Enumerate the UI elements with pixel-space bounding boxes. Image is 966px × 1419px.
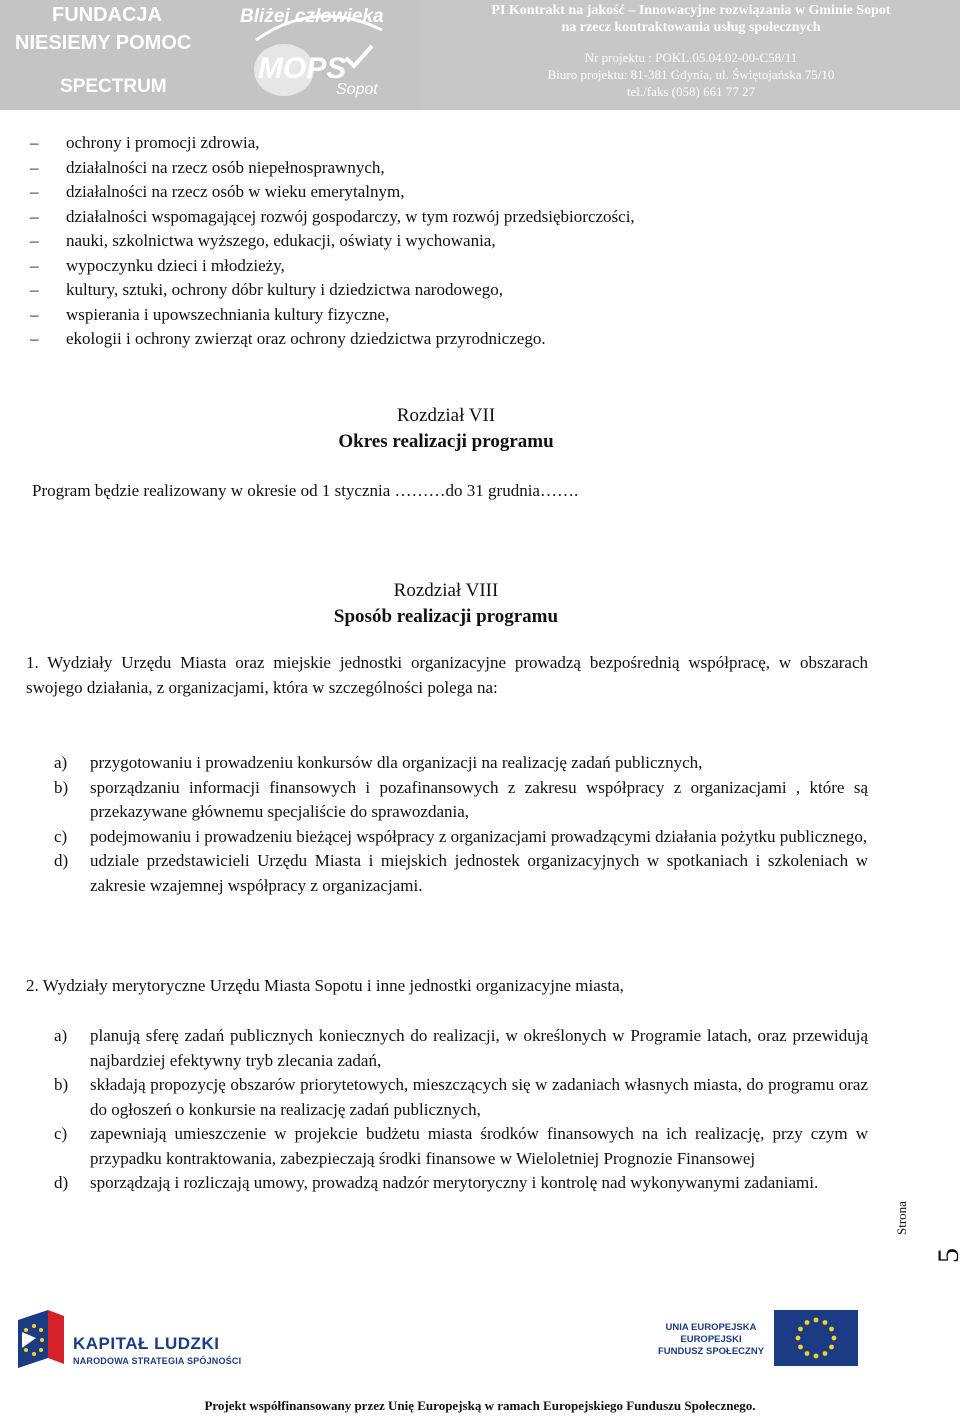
eu-line2: EUROPEJSKI — [680, 1334, 742, 1345]
list-item: d) sporządzają i rozliczają umowy, prowadzą nadzór merytoryczny i kontrolę nad wykonywanymi zadaniami. — [54, 1173, 819, 1192]
dash-marker: – — [30, 329, 39, 348]
cofinancing-note: Projekt współfinansowany przez Unię Europejską w ramach Europejskiego Funduszu Społecznego. — [204, 1398, 756, 1413]
eu-line1: UNIA EUROPEJSKA — [665, 1322, 757, 1333]
list-item: – nauki, szkolnictwa wyższego, edukacji, oświaty i wychowania, — [30, 229, 635, 254]
page-number — [894, 1195, 965, 1275]
list-item: – działalności wspomagającej rozwój gospodarczy, w tym rozwój przedsiębiorczości, — [30, 205, 635, 230]
org-name-line1: FUNDACJA — [52, 4, 162, 26]
kapital-ludzki-logo-icon — [12, 1308, 68, 1370]
list-item: b) sporządzaniu informacji finansowych i pozafinansowych z zakresu współpracy z organizacjami , które są przekazywane głównemu specjaliście do sprawozdania, — [54, 777, 868, 821]
eu-logo-text — [656, 1322, 766, 1358]
dash-marker: – — [30, 231, 39, 250]
mops-logo — [216, 0, 422, 110]
list-item: c) zapewniają umieszczenie w projekcie budżetu miasta środków finansowych na ich realizację, przy czym w przypadku kontraktowania, zabezpieczają środki finansowe w Wieloletniej Prognozie Finansowej — [54, 1124, 868, 1168]
list-item: – działalności na rzecz osób w wieku emerytalnym, — [30, 180, 635, 205]
list-item: – ochrony i promocji zdrowia, — [30, 131, 635, 156]
dash-marker: – — [30, 206, 39, 226]
chapter-title: Okres realizacji programu — [338, 431, 554, 452]
list-item: – kultury, sztuki, ochrony dóbr kultury i dziedzictwa narodowego, — [30, 278, 635, 303]
dash-marker: – — [30, 133, 39, 152]
list-item: a) przygotowaniu i prowadzeniu konkursów dla organizacji na realizację zadań publicznych, — [54, 753, 703, 772]
page-header — [0, 0, 960, 110]
project-phone: tel./faks (058) 661 77 27 — [626, 84, 756, 99]
area-list — [30, 131, 635, 352]
logo-mops: MOPS — [258, 52, 347, 85]
list-item: – wspierania i upowszechniania kultury fizyczne, — [30, 303, 635, 328]
kapital-ludzki-logo — [73, 1334, 241, 1366]
chapter-7-heading — [0, 403, 892, 455]
project-office: Biuro projektu: 81-381 Gdynia, ul. Świętojańska 75/10 — [547, 67, 835, 82]
list-item: b) składają propozycję obszarów priorytetowych, mieszczących się w zadaniach własnych miasta, do programu oraz do ogłoszeń o konkursie na realizację zadań publicznych, — [54, 1075, 868, 1119]
dash-marker: – — [30, 157, 39, 177]
org-name-line2: NIESIEMY POMOC — [15, 32, 192, 54]
list-1 — [54, 751, 868, 898]
list-2 — [54, 1024, 868, 1196]
project-info — [422, 0, 960, 110]
list-item: d) udziale przedstawicieli Urzędu Miasta i miejskich jednostek organizacyjnych w spotkaniach i szkoleniach w zakresie wzajemnej współpracy z organizacjami. — [54, 851, 868, 895]
chapter-number: Rozdział VII — [396, 405, 496, 426]
eu-flag-icon — [774, 1310, 858, 1366]
kl-title: KAPITAŁ LUDZKI — [73, 1334, 220, 1353]
dash-marker: – — [30, 255, 39, 275]
dash-marker: – — [30, 182, 39, 201]
list-item: – ekologii i ochrony zwierząt oraz ochrony dziedzictwa przyrodniczego. — [30, 327, 635, 352]
org-name-line3: SPECTRUM — [60, 76, 167, 97]
project-title-line1: PI Kontrakt na jakość – Innowacyjne rozwiązania w Gminie Sopot — [491, 3, 891, 18]
chapter-number: Rozdział VIII — [393, 580, 499, 601]
project-number: Nr projektu : POKL.05.04.02-00-C58/11 — [584, 50, 798, 65]
chapter-8-heading — [0, 578, 892, 630]
list-item: – działalności na rzecz osób niepełnosprawnych, — [30, 156, 635, 181]
eu-line3: FUNDUSZ SPOŁECZNY — [657, 1346, 765, 1357]
project-title-line2: na rzecz kontraktowania usług społecznych — [561, 20, 821, 35]
foundation-logo — [0, 0, 216, 110]
paragraph-2: 2. Wydziały merytoryczne Urzędu Miasta Sopotu i inne jednostki organizacyjne miasta, — [26, 976, 624, 995]
kl-subtitle: NARODOWA STRATEGIA SPÓJNOŚCI — [73, 1356, 242, 1366]
logo-slogan: Bliżej człowieka — [240, 6, 384, 27]
mops-logo-icon — [216, 0, 422, 110]
list-item: – wypoczynku dzieci i młodzieży, — [30, 254, 635, 279]
dash-marker: – — [30, 280, 39, 299]
list-item: c) podejmowaniu i prowadzeniu bieżącej współpracy z organizacjami prowadzącymi działania pożytku publicznego, — [54, 826, 868, 846]
paragraph-1: 1. Wydziały Urzędu Miasta oraz miejskie jednostki organizacyjne prowadzą bezpośrednią współpracę, w obszarach swojego działania, z organizacjami, która w szczególności polega na: — [26, 653, 868, 697]
chapter-title: Sposób realizacji programu — [333, 606, 559, 627]
list-item: a) planują sferę zadań publicznych koniecznych do realizacji, w określonych w Programie latach, oraz przewidują najbardziej efektywny tryb zlecania zadań, — [54, 1026, 868, 1070]
page-number-value: 5 — [932, 1248, 965, 1263]
logo-sopot: Sopot — [336, 81, 378, 98]
program-period: Program będzie realizowany w okresie od 1 stycznia ………do 31 grudnia……. — [32, 481, 579, 500]
page-label: Strona — [894, 1201, 909, 1235]
dash-marker: – — [30, 304, 39, 324]
